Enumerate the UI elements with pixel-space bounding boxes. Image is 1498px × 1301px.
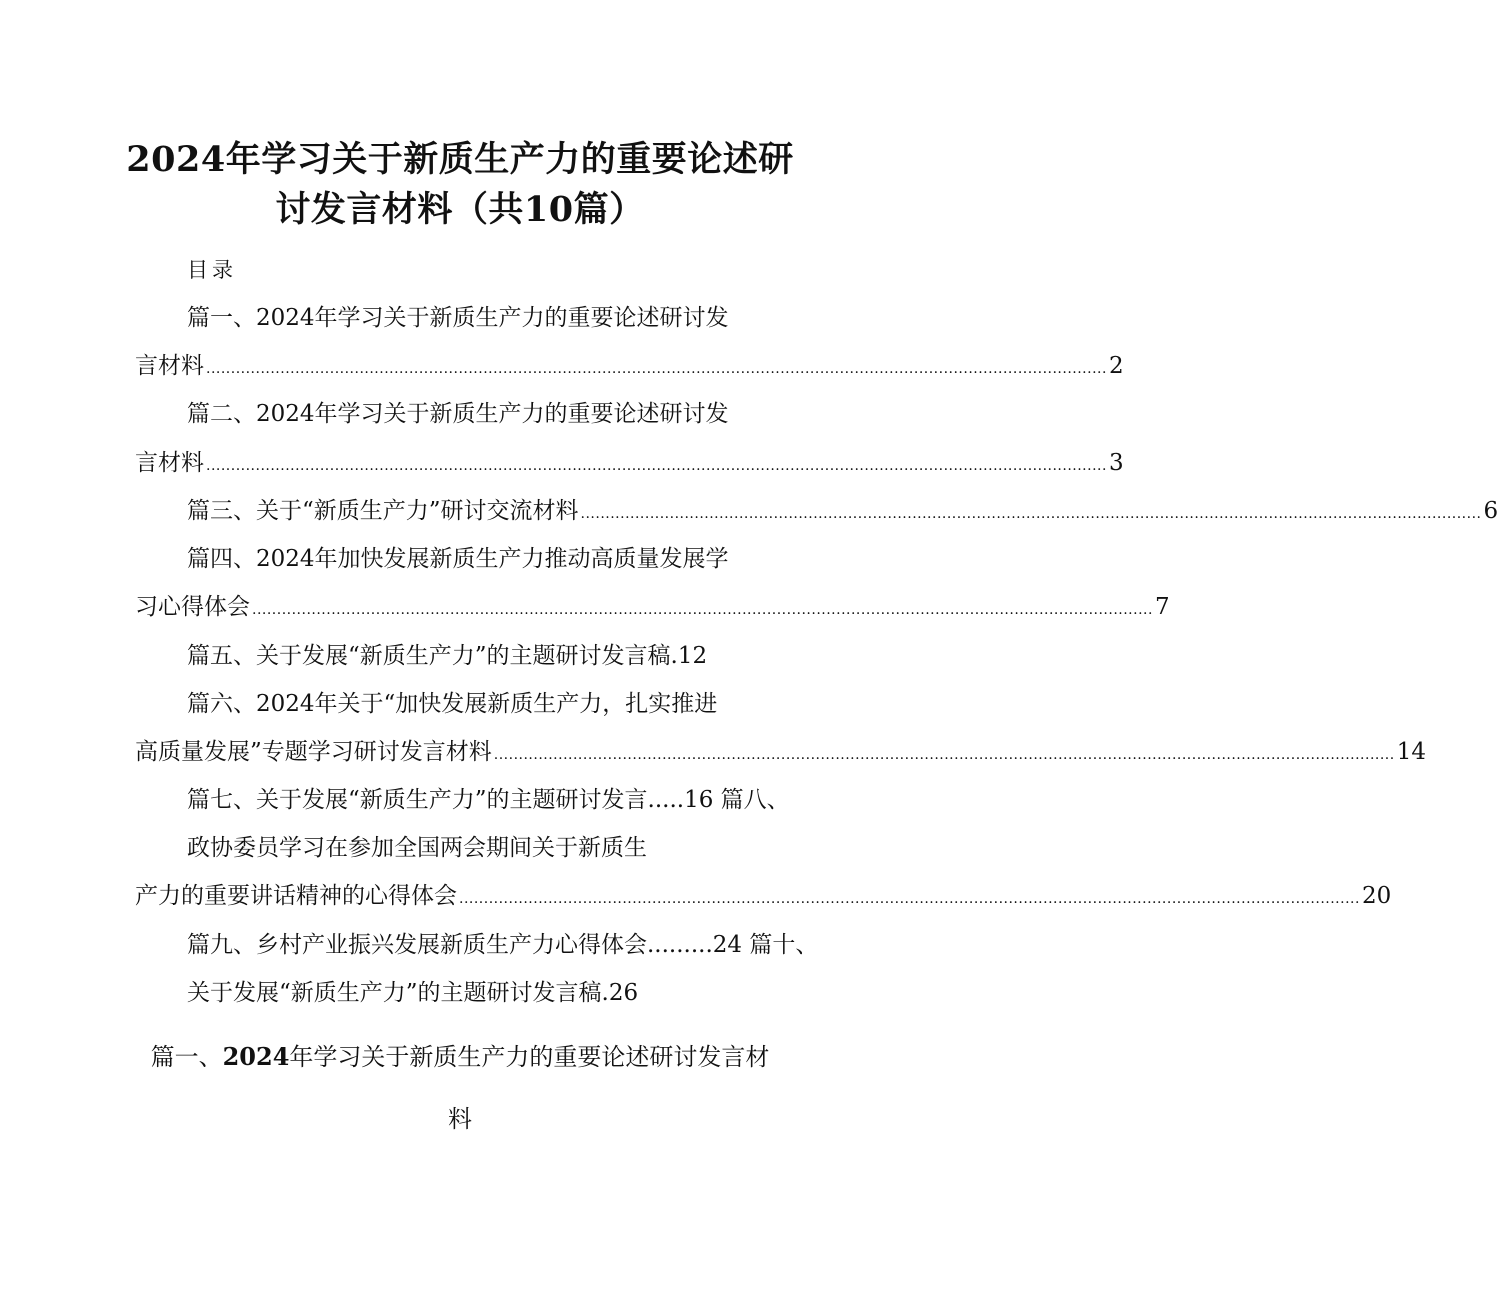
toc-entry-text: 言材料 [135, 353, 204, 379]
section-heading-year: 2024 [222, 1042, 290, 1071]
section-heading-line-1 [0, 1037, 920, 1072]
toc-entry-7[interactable]: 篇七、关于发展“新质生产力”的主题研讨发言.....16 篇八、 [187, 787, 790, 813]
toc-page-number: 14 [1396, 739, 1426, 765]
toc-entry-text: 习心得体会 [135, 594, 250, 620]
toc-leader-dots: ...................................................................................................................................................................................... [252, 602, 1153, 618]
document-title-line-2: 讨发言材料（共10篇） [275, 189, 645, 230]
toc-entry-4-line-1[interactable]: 篇四、2024年加快发展新质生产力推动高质量发展学 [187, 546, 729, 572]
toc-leader-dots: ...................................................................................................................................................................................... [206, 361, 1107, 377]
document-title-line-1: 2024年学习关于新质生产力的重要论述研 [126, 139, 794, 180]
toc-entry-text: 产力的重要讲话精神的心得体会 [135, 883, 457, 909]
toc-entry-2-line-2[interactable] [135, 447, 1124, 479]
toc-entry-text: 言材料 [135, 450, 204, 476]
toc-entry-8-line-2[interactable] [135, 880, 1392, 912]
toc-page-number: 7 [1154, 594, 1170, 620]
toc-entry-1-line-2[interactable] [135, 350, 1124, 382]
section-heading-prefix: 篇一、 [150, 1043, 223, 1071]
toc-entry-9[interactable]: 篇九、乡村产业振兴发展新质生产力心得体会.........24 篇十、 [187, 932, 819, 958]
toc-entry-10[interactable]: 关于发展“新质生产力”的主题研讨发言稿.26 [187, 980, 639, 1006]
toc-entry-5[interactable]: 篇五、关于发展“新质生产力”的主题研讨发言稿.12 [187, 643, 708, 669]
section-heading-rest: 年学习关于新质生产力的重要论述研讨发言材 [289, 1043, 770, 1071]
toc-entry-8-line-1[interactable]: 政协委员学习在参加全国两会期间关于新质生 [187, 835, 647, 861]
toc-page-number: 2 [1108, 353, 1124, 379]
toc-entry-3[interactable] [187, 495, 1498, 527]
toc-entry-2-line-1[interactable]: 篇二、2024年学习关于新质生产力的重要论述研讨发 [187, 401, 729, 427]
toc-leader-dots: ...................................................................................................................................................................................... [459, 891, 1360, 907]
section-heading-line-2: 料 [448, 1105, 472, 1133]
toc-leader-dots: ...................................................................................................................................................................................... [206, 458, 1107, 474]
toc-page-number: 20 [1361, 883, 1392, 909]
toc-entry-text: 篇三、关于“新质生产力”研讨交流材料 [187, 498, 579, 524]
toc-entry-1-line-1[interactable]: 篇一、2024年学习关于新质生产力的重要论述研讨发 [187, 305, 729, 331]
toc-entry-text: 高质量发展”专题学习研讨发言材料 [135, 739, 492, 765]
toc-leader-dots: ...................................................................................................................................................................................... [493, 747, 1395, 763]
toc-page-number: 6 [1483, 498, 1498, 524]
toc-leader-dots: ...................................................................................................................................................................................... [580, 506, 1482, 522]
toc-entry-4-line-2[interactable] [135, 591, 1170, 623]
toc-entry-6-line-1[interactable]: 篇六、2024年关于“加快发展新质生产力，扎实推进 [187, 691, 718, 717]
toc-heading: 目录 [187, 258, 237, 282]
toc-page-number: 3 [1108, 450, 1124, 476]
toc-entry-6-line-2[interactable] [135, 736, 1426, 768]
